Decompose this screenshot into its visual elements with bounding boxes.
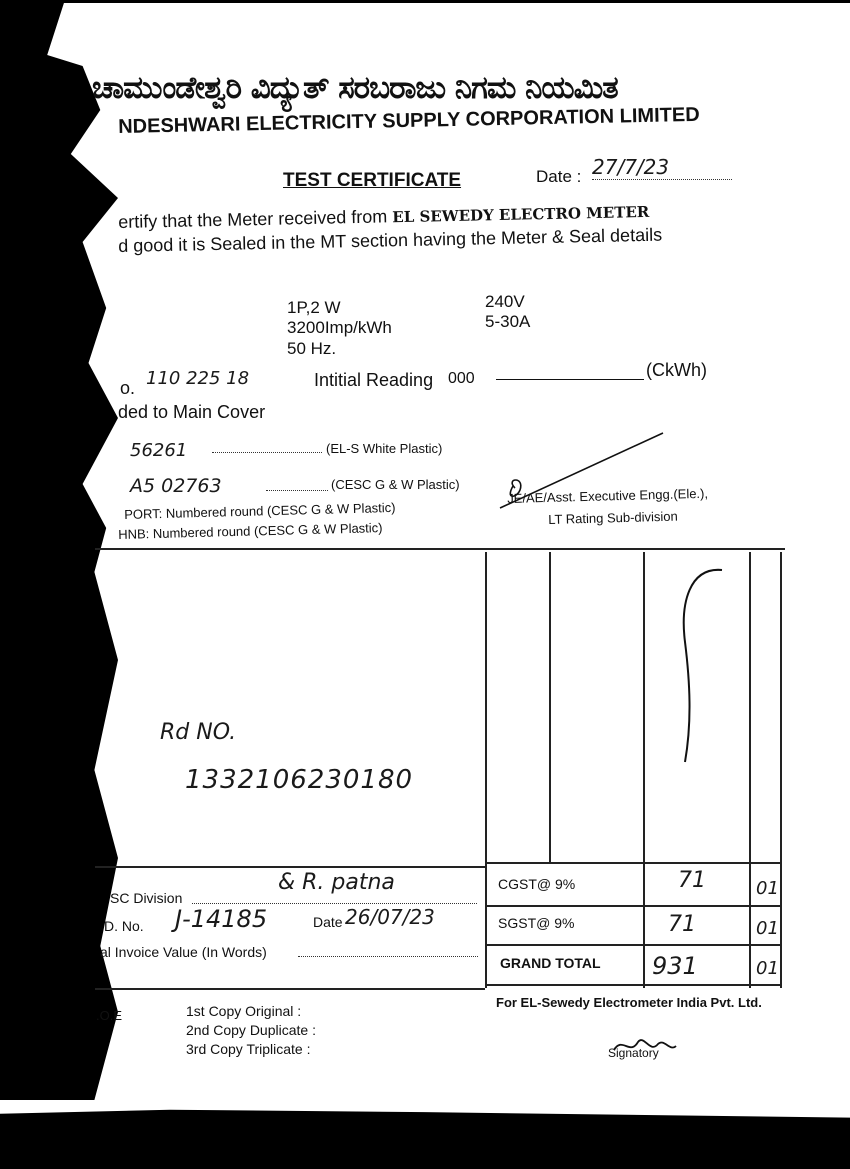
main-cover-text: ded to Main Cover [118,402,266,422]
spec-constant: 3200Imp/kWh [287,318,392,337]
table-col-divider-4 [749,552,751,988]
table-left-summary-line [95,866,485,868]
kannada-company-title: ಚಾಮುಂಡೇಶ್ವರಿ ವಿದ್ಯುತ್ ಸರಬರಾಜು ನಿಗಮ ನಿಯಮಿತ [92,70,618,106]
table-col-divider-5 [780,552,782,988]
hnb-seal-line: HNB: Numbered round (CESC G & W Plastic) [118,520,383,542]
division-value: & R. patna [278,870,395,895]
copy-original: 1st Copy Original : [186,1003,302,1019]
signatory-label: Signatory [608,1046,659,1060]
certificate-title: TEST CERTIFICATE [283,170,462,191]
seal2-value: A5 02763 [130,475,222,497]
certificate-date: 27/7/23 [592,155,732,180]
initial-reading-label: Intitial Reading [314,370,434,390]
sgst-label: SGST@ 9% [498,915,575,931]
cgst-paise: 01 [756,878,779,899]
spec-current: 5-30A [485,312,531,331]
eoe-text: .O.E [96,1008,123,1023]
table-row-line-1 [485,905,782,907]
table-row-line-2 [485,944,782,946]
supplier-name: EL SEWEDY ELECTRO METER [392,202,650,227]
reading-unit: (CkWh) [646,360,707,380]
invoice-words-dots [298,956,478,957]
date-label: Date : [536,167,582,186]
meter-no-value: 110 225 18 [146,368,250,389]
certify-line-2: d good it is Sealed in the MT section having the Meter & Seal details [118,224,663,256]
handwritten-stroke [670,562,730,782]
po-date: 26/07/23 [345,905,435,929]
copy-duplicate: 2nd Copy Duplicate : [186,1022,316,1038]
reading-blank-line [496,379,644,380]
table-col-divider-3 [643,552,645,988]
port-seal-line: PORT: Numbered round (CESC G & W Plastic) [124,499,396,522]
rr-label: Rd NO. [160,720,237,745]
po-label: D. No. [104,918,144,934]
meter-no-label: o. [120,378,136,398]
sgst-value: 71 [668,912,696,937]
table-col-divider-2 [549,552,551,862]
initial-reading-value: 000 [448,370,475,387]
spec-frequency: 50 Hz. [287,339,337,358]
division-label: SC Division [110,890,183,906]
seal2-type: (CESC G & W Plastic) [331,477,460,492]
grand-total-value: 931 [652,952,698,980]
po-number: J-14185 [175,905,268,933]
for-company: For EL-Sewedy Electrometer India Pvt. Ltd. [496,995,762,1010]
table-col-divider-1 [485,552,487,988]
cgst-label: CGST@ 9% [498,876,576,892]
spec-voltage: 240V [485,292,525,311]
seal2-dots [266,490,328,491]
seal1-dots [212,452,322,453]
grand-total-label: GRAND TOTAL [500,955,601,971]
sgst-paise: 01 [756,918,779,939]
officer-subdivision: LT Rating Sub-division [548,508,678,527]
invoice-words-label: al Invoice Value (In Words) [100,944,267,960]
table-row-line-3 [485,984,782,986]
rr-number: 1332106230180 [185,765,414,795]
spec-phase: 1P,2 W [287,298,341,317]
seal1-value: 56261 [130,440,188,461]
company-name: NDESHWARI ELECTRICITY SUPPLY CORPORATION LIMITED [118,103,700,138]
cgst-value: 71 [678,868,706,893]
seal1-type: (EL-S White Plastic) [326,441,443,456]
officer-title: JE/AE/Asst. Executive Engg.(Ele.), [507,485,709,506]
certify-text: ertify that the Meter received from [118,206,388,232]
division-dots [192,903,477,904]
table-totals-top-line [485,862,782,864]
grand-total-paise: 01 [756,958,779,979]
table-bottom-line [95,988,485,990]
po-date-label: Date [313,914,343,930]
scan-top-edge [0,0,850,3]
scan-shadow-bottom [0,1090,850,1169]
copy-triplicate: 3rd Copy Triplicate : [186,1041,311,1057]
